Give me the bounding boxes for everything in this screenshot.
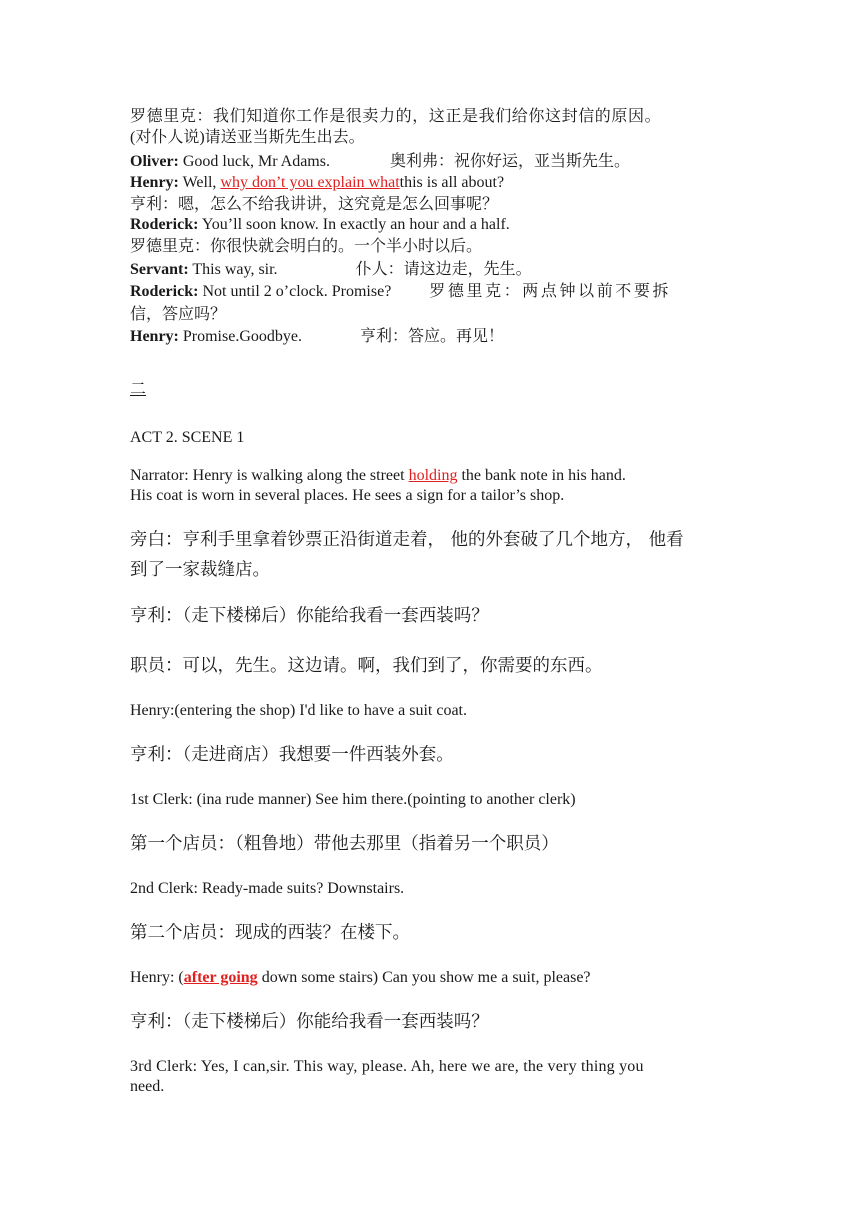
clerk3-line-1: 3rd Clerk: Yes, I can,sir. This way, please. Ah, here we are, the very thing you [130,1058,644,1075]
clerk2-line: 2nd Clerk: Ready-made suits? Downstairs. [130,880,405,897]
roderick-line-2 [130,280,730,302]
highlighted-holding: holding [408,467,458,484]
speaker-henry-2: Henry: [130,328,179,345]
henry-text-2: Promise.Goodbye. [182,328,302,345]
clerk1-cn: 第一个店员：（粗鲁地）带他去那里（指着另一个职员） [130,834,559,854]
oliver-line [130,150,730,172]
henry-line-2 [130,325,730,347]
speaker-roderick-2: Roderick: [130,283,199,300]
narrator-pre: Narrator: Henry is walking along the street [130,467,405,484]
clerk3-line-2: need. [130,1078,165,1095]
speaker-henry: Henry: [130,174,179,191]
section-mark: 二 [130,379,147,398]
highlighted-after-going: after going [183,969,258,986]
henry-pre: Well, [182,174,217,191]
speaker-oliver: Oliver: [130,153,179,170]
henry-post: this is all about? [399,174,505,191]
henry-stairs-cn-2: 亨利：（走下楼梯后）你能给我看一套西装吗？ [130,1012,489,1032]
roderick-cn-line-3-cont: 信，答应吗？ [130,304,227,323]
roderick-text-2: Not until 2 o’clock. Promise? [202,283,392,300]
speaker-roderick: Roderick: [130,216,199,233]
highlighted-phrase: why don’t you explain what [220,174,400,191]
clerk2-cn: 第二个店员：现成的西装？在楼下。 [130,923,410,943]
oliver-cn: 奥利弗：祝你好运，亚当斯先生。 [389,151,630,170]
servant-line [130,258,730,280]
servant-text: This way, sir. [192,261,278,278]
servant-instruction-cn: (对仆人说)请送亚当斯先生出去。 [130,129,365,146]
henry-enter-cn: 亨利：（走进商店）我想要一件西装外套。 [130,745,454,765]
henry-stairs-post: down some stairs) Can you show me a suit, please? [261,969,591,986]
roderick-text: You’ll soon know. In exactly an hour and a half. [201,216,510,233]
servant-cn: 仆人：请这边走，先生。 [355,259,532,278]
henry-stairs-cn-1: 亨利：（走下楼梯后）你能给我看一套西装吗？ [130,606,489,626]
narrator-line-2: His coat is worn in several places. He sees a sign for a tailor’s shop. [130,487,565,504]
henry-cn-line-1: 亨利：嗯，怎么不给我讲讲，这究竟是怎么回事呢？ [130,194,499,213]
roderick-cn-line-2: 罗德里克：你很快就会明白的。一个半小时以后。 [130,236,483,255]
clerk1-line: 1st Clerk: (ina rude manner) See him there.(pointing to another clerk) [130,791,576,808]
speaker-servant: Servant: [130,261,189,278]
henry-line-1 [130,172,730,193]
roderick-line-1 [130,214,730,235]
roderick-cn-3: 罗德里克：两点钟以前不要拆 [429,281,672,300]
oliver-text: Good luck, Mr Adams. [182,153,330,170]
act-title: ACT 2. SCENE 1 [130,429,245,446]
narrator-line-1 [130,465,730,486]
clerk-cn: 职员：可以，先生。这边请。啊，我们到了，你需要的东西。 [130,656,603,676]
henry-stairs-pre: Henry: ( [130,969,184,986]
narrator-post: the bank note in his hand. [461,467,626,484]
henry-stairs-line [130,967,730,988]
henry-cn-2: 亨利：答应。再见！ [359,326,504,345]
roderick-cn-line-1: 罗德里克：我们知道你工作是很卖力的，这正是我们给你这封信的原因。 [130,106,662,125]
narrator-cn-line-1: 旁白：亨利手里拿着钞票正沿街道走着， 他的外套破了几个地方， 他看 [130,530,684,550]
narrator-cn-line-2: 到了一家裁缝店。 [130,560,270,580]
henry-enter: Henry:(entering the shop) I'd like to have a suit coat. [130,702,467,719]
